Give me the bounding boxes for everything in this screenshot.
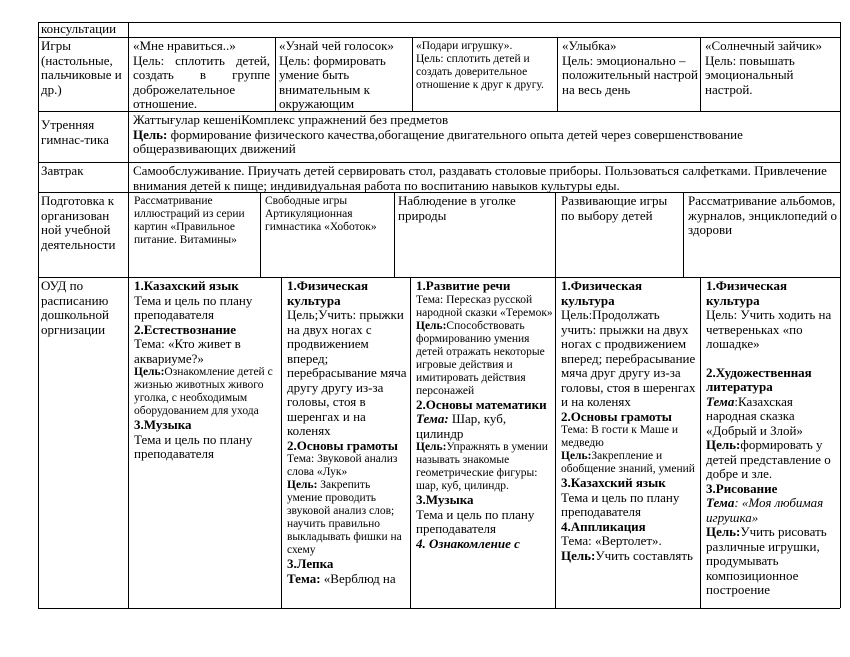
games-cell-mon	[133, 39, 270, 112]
subject-theme: Тема: Звуковой анализ слова «Лук»	[287, 453, 398, 478]
subject-text: Тема и цель по плану преподавателя	[416, 506, 535, 536]
row-label-oud: ОУД по расписанию дошкольной оргнизации	[41, 279, 109, 337]
game-title: «Узнай чей голосок»	[279, 39, 394, 53]
subject-text: Тема и цель по плану преподавателя	[134, 431, 253, 461]
subject-goal: Цель: Учить ходить на четвереньках «по лошадке»	[706, 307, 832, 351]
game-goal: Цель: эмоционально – положительный настрой на весь день	[562, 52, 698, 97]
subject-theme: Тема: «Кто живет в аквариуме?»	[134, 336, 241, 366]
subject-goal: Цель:Способствовать формированию умения детей отражать некоторые игровые действия и имитировать действия персонажей	[416, 319, 545, 397]
oud-cell-mon	[134, 279, 279, 462]
subject-heading: 2.Художественная литература	[706, 364, 812, 394]
gym-goal: Цель: формирование физического качества,обогащение двигательного опыта детей через совершенствование общеразвивающих движений	[133, 126, 743, 156]
row-label-consultations: консультации	[41, 22, 117, 36]
subject-text: Тема и цель по плану преподавателя	[561, 489, 680, 519]
subject-theme: Тема: В гости к Маше и медведю	[561, 424, 679, 449]
subject-goal: Цель;Учить: прыжки на двух ногах с продвижением вперед; перебрасывание мяча другу другу из-за головы, стоя в шеренгах и на коленях	[287, 307, 407, 438]
subject-heading: 4. Ознакомление с	[416, 535, 520, 551]
subject-goal: Цель:Продолжать учить: прыжки на двух ногах с продвижением вперед; перебрасывание мяча друг другу из-за головы, стоя в шеренгах и на коленях	[561, 307, 696, 409]
games-cell-wed	[416, 40, 554, 92]
subject-goal: Цель:Упражнять в умении называть знакомые геометрические фигуры: шар, куб, цилиндр.	[416, 441, 548, 492]
subject-theme: Тема: Шар, куб, цилиндр	[416, 411, 507, 441]
game-title: «Солнечный зайчик»	[705, 39, 822, 53]
subject-heading: 4.Аппликация	[561, 518, 646, 534]
subject-goal: Цель:Учить составлять	[561, 547, 693, 563]
games-cell-fri	[705, 39, 837, 97]
subject-theme: Тема: Пересказ русской народной сказки «Теремок»	[416, 293, 553, 319]
game-title: «Подари игрушку».	[416, 40, 513, 52]
subject-theme: Тема: «Вертолет».	[561, 533, 662, 548]
subject-goal: Цель: Закрепить умение проводить звуковой анализ слов; научить правильно выкладывать фишки на схему	[287, 479, 402, 556]
subject-theme: Тема: «Верблюд на	[287, 570, 396, 586]
subject-heading: 3.Рисование	[706, 480, 778, 496]
game-goal: Цель: сплотить детей, создать в группе доброжелательное отношение.	[133, 52, 270, 111]
prep-cell-wed: Наблюдение в уголке природы	[398, 194, 516, 223]
game-title: «Улыбка»	[562, 39, 617, 53]
subject-heading: 2.Основы грамоты	[561, 408, 672, 424]
breakfast-cell: Самообслуживание. Приучать детей сервировать стол, раздавать столовые приборы. Пользоваться салфетками. Привлечение внимания детей к пище; индивидуальная работа по воспитанию навыков культуры еды.	[133, 164, 827, 193]
prep-cell-tue: Свободные игры Артикуляционная гимнастика «Хоботок»	[265, 195, 377, 233]
subject-heading: 1.Физическая культура	[561, 279, 642, 308]
subject-goal: Цель:Закрепление и обобщение знаний, умений	[561, 450, 695, 475]
subject-goal: Цель:формировать у детей представление о добре и зле.	[706, 437, 831, 481]
subject-heading: 1.Казахский язык	[134, 279, 239, 293]
subject-heading: 3.Музыка	[416, 492, 474, 507]
subject-heading: 3.Лепка	[287, 556, 334, 571]
row-label-games: Игры (настольные, пальчиковые и др.)	[41, 39, 122, 97]
subject-heading: 3.Музыка	[134, 417, 192, 432]
games-cell-tue	[279, 39, 410, 112]
subject-goal: Цель:Ознакомление детей с жизнью животных живого уголка, с необходимым оборудованием для ухода	[134, 366, 273, 417]
prep-cell-thu: Развивающие игры по выбору детей	[561, 194, 668, 223]
gym-cell	[133, 113, 837, 157]
row-label-prep: Подготовка к организован ной учебной деятельности	[41, 194, 116, 252]
subject-theme: Тема: «Моя любимая игрушка»	[706, 495, 824, 525]
subject-heading: 2.Естествознание	[134, 321, 237, 337]
prep-cell-fri: Рассматривание альбомов, журналов, энциклопедий о здорови	[688, 194, 838, 237]
gym-line: Жаттығулар кешеніКомплекс упражнений без предметов	[133, 113, 449, 127]
game-title: «Мне нравиться..»	[133, 39, 236, 53]
games-cell-thu	[562, 39, 698, 97]
subject-theme: Тема:Казахская народная сказка «Добрый и Злой»	[706, 393, 803, 438]
subject-heading: 2.Основы математики	[416, 396, 547, 412]
oud-cell-thu	[561, 279, 698, 607]
oud-cell-wed	[416, 279, 554, 607]
game-goal: Цель: повышать эмоциональный настрой.	[705, 52, 795, 97]
subject-goal: Цель:Учить рисовать различные игрушки, продумывать композиционное построение	[706, 524, 827, 597]
subject-heading: 2.Основы грамоты	[287, 437, 398, 453]
game-goal: Цель: сплотить детей и создать доверительное отношение к друг к другу.	[416, 53, 544, 91]
subject-heading: 1.Развитие речи	[416, 279, 511, 293]
row-label-gym: Утренняя гимнас-тика	[41, 118, 109, 147]
prep-cell-mon: Рассматривание иллюстраций из серии картин «Правильное питание. Витамины»	[134, 195, 245, 246]
subject-heading: 1.Физическая культура	[706, 279, 787, 308]
game-goal: Цель: формировать умение быть внимательным к окружающим	[279, 52, 386, 111]
subject-text: Тема и цель по плану преподавателя	[134, 292, 253, 322]
oud-cell-fri	[706, 279, 838, 607]
row-label-breakfast: Завтрак	[41, 164, 84, 178]
subject-heading: 1.Физическая культура	[287, 279, 368, 308]
oud-cell-tue	[287, 279, 408, 607]
subject-heading: 3.Казахский язык	[561, 475, 666, 490]
